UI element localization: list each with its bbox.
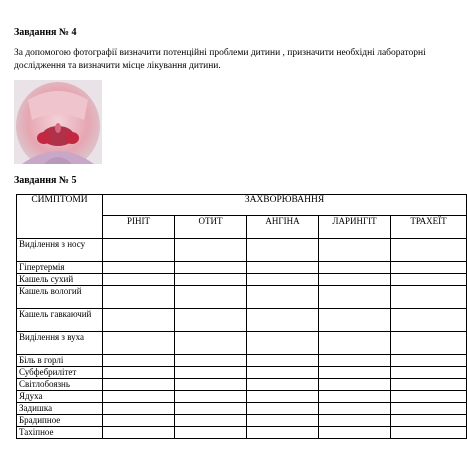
table-cell[interactable] [103, 367, 175, 379]
symptom-label: Субфебрилітет [17, 367, 103, 379]
symptoms-table [16, 194, 467, 439]
table-cell[interactable] [391, 391, 467, 403]
throat-photo [14, 80, 102, 164]
table-cell[interactable] [103, 379, 175, 391]
table-cell[interactable] [391, 262, 467, 274]
diseases-header: ЗАХВОРЮВАННЯ [103, 195, 467, 216]
task4-text: За допомогою фотографії визначити потенційні проблеми дитини , призначити необхідні лабораторні дослідження та визначити місце лікування дитини. [14, 48, 426, 71]
table-cell[interactable] [391, 415, 467, 427]
table-cell[interactable] [247, 427, 319, 439]
table-cell[interactable] [103, 355, 175, 367]
table-cell[interactable] [247, 391, 319, 403]
table-row [17, 332, 467, 355]
table-cell[interactable] [319, 262, 391, 274]
symptom-label: Тахіпное [17, 427, 103, 439]
table-cell[interactable] [103, 262, 175, 274]
symptom-label: Брадипное [17, 415, 103, 427]
table-cell[interactable] [175, 332, 247, 355]
symptom-label: Кашель гавкаючий [17, 309, 103, 332]
table-cell[interactable] [247, 379, 319, 391]
table-cell[interactable] [247, 355, 319, 367]
table-cell[interactable] [175, 262, 247, 274]
task4-title: Завдання № 4 [14, 27, 77, 38]
table-row [17, 274, 467, 286]
column-header: ЛАРИНГІТ [319, 216, 391, 239]
table-cell[interactable] [319, 309, 391, 332]
table-row [17, 239, 467, 262]
table-cell[interactable] [175, 309, 247, 332]
table-cell[interactable] [175, 403, 247, 415]
table-cell[interactable] [247, 403, 319, 415]
table-cell[interactable] [391, 286, 467, 309]
table-cell[interactable] [391, 332, 467, 355]
table-cell[interactable] [103, 286, 175, 309]
table-cell[interactable] [247, 239, 319, 262]
column-header: РІНІТ [103, 216, 175, 239]
table-cell[interactable] [175, 355, 247, 367]
table-row [17, 415, 467, 427]
table-cell[interactable] [319, 391, 391, 403]
table-cell[interactable] [319, 379, 391, 391]
table-cell[interactable] [247, 286, 319, 309]
table-cell[interactable] [175, 367, 247, 379]
table-cell[interactable] [319, 427, 391, 439]
table-cell[interactable] [175, 379, 247, 391]
table-cell[interactable] [103, 332, 175, 355]
table-cell[interactable] [175, 286, 247, 309]
table-row [17, 309, 467, 332]
table-row [17, 262, 467, 274]
table-cell[interactable] [175, 391, 247, 403]
symptom-label: Біль в горлі [17, 355, 103, 367]
table-cell[interactable] [319, 403, 391, 415]
table-cell[interactable] [103, 274, 175, 286]
table-cell[interactable] [247, 332, 319, 355]
table-cell[interactable] [247, 367, 319, 379]
table-row [17, 286, 467, 309]
table-cell[interactable] [103, 239, 175, 262]
table-row [17, 355, 467, 367]
symptom-label: Гіпертермія [17, 262, 103, 274]
table-cell[interactable] [391, 239, 467, 262]
table-row [17, 391, 467, 403]
table-cell[interactable] [391, 379, 467, 391]
table-cell[interactable] [247, 309, 319, 332]
table-cell[interactable] [103, 427, 175, 439]
table-row [17, 379, 467, 391]
table-cell[interactable] [391, 427, 467, 439]
table-cell[interactable] [103, 415, 175, 427]
table-row [17, 367, 467, 379]
table-cell[interactable] [103, 309, 175, 332]
table-cell[interactable] [319, 274, 391, 286]
column-header: ТРАХЕЇТ [391, 216, 467, 239]
table-cell[interactable] [175, 239, 247, 262]
symptom-label: Задишка [17, 403, 103, 415]
table-cell[interactable] [103, 403, 175, 415]
table-cell[interactable] [247, 262, 319, 274]
table-cell[interactable] [319, 355, 391, 367]
table-cell[interactable] [103, 391, 175, 403]
table-cell[interactable] [319, 239, 391, 262]
table-cell[interactable] [319, 415, 391, 427]
table-cell[interactable] [175, 274, 247, 286]
table-cell[interactable] [391, 367, 467, 379]
table-cell[interactable] [391, 274, 467, 286]
table-cell[interactable] [391, 355, 467, 367]
table-row [17, 403, 467, 415]
task5-title: Завдання № 5 [14, 175, 77, 186]
column-header: ОТИТ [175, 216, 247, 239]
column-header: АНГІНА [247, 216, 319, 239]
symptom-label: Виділення з вуха [17, 332, 103, 355]
symptom-label: Світлобоязнь [17, 379, 103, 391]
symptoms-header: СИМПТОМИ [17, 195, 103, 239]
table-cell[interactable] [247, 274, 319, 286]
table-cell[interactable] [319, 332, 391, 355]
table-cell[interactable] [391, 309, 467, 332]
table-cell[interactable] [391, 403, 467, 415]
symptom-label: Кашель сухий [17, 274, 103, 286]
table-row [17, 427, 467, 439]
table-cell[interactable] [175, 415, 247, 427]
table-cell[interactable] [319, 367, 391, 379]
table-cell[interactable] [247, 415, 319, 427]
table-cell[interactable] [175, 427, 247, 439]
symptom-label: Ядуха [17, 391, 103, 403]
symptom-label: Кашель вологий [17, 286, 103, 309]
table-cell[interactable] [319, 286, 391, 309]
symptom-label: Виділення з носу [17, 239, 103, 262]
